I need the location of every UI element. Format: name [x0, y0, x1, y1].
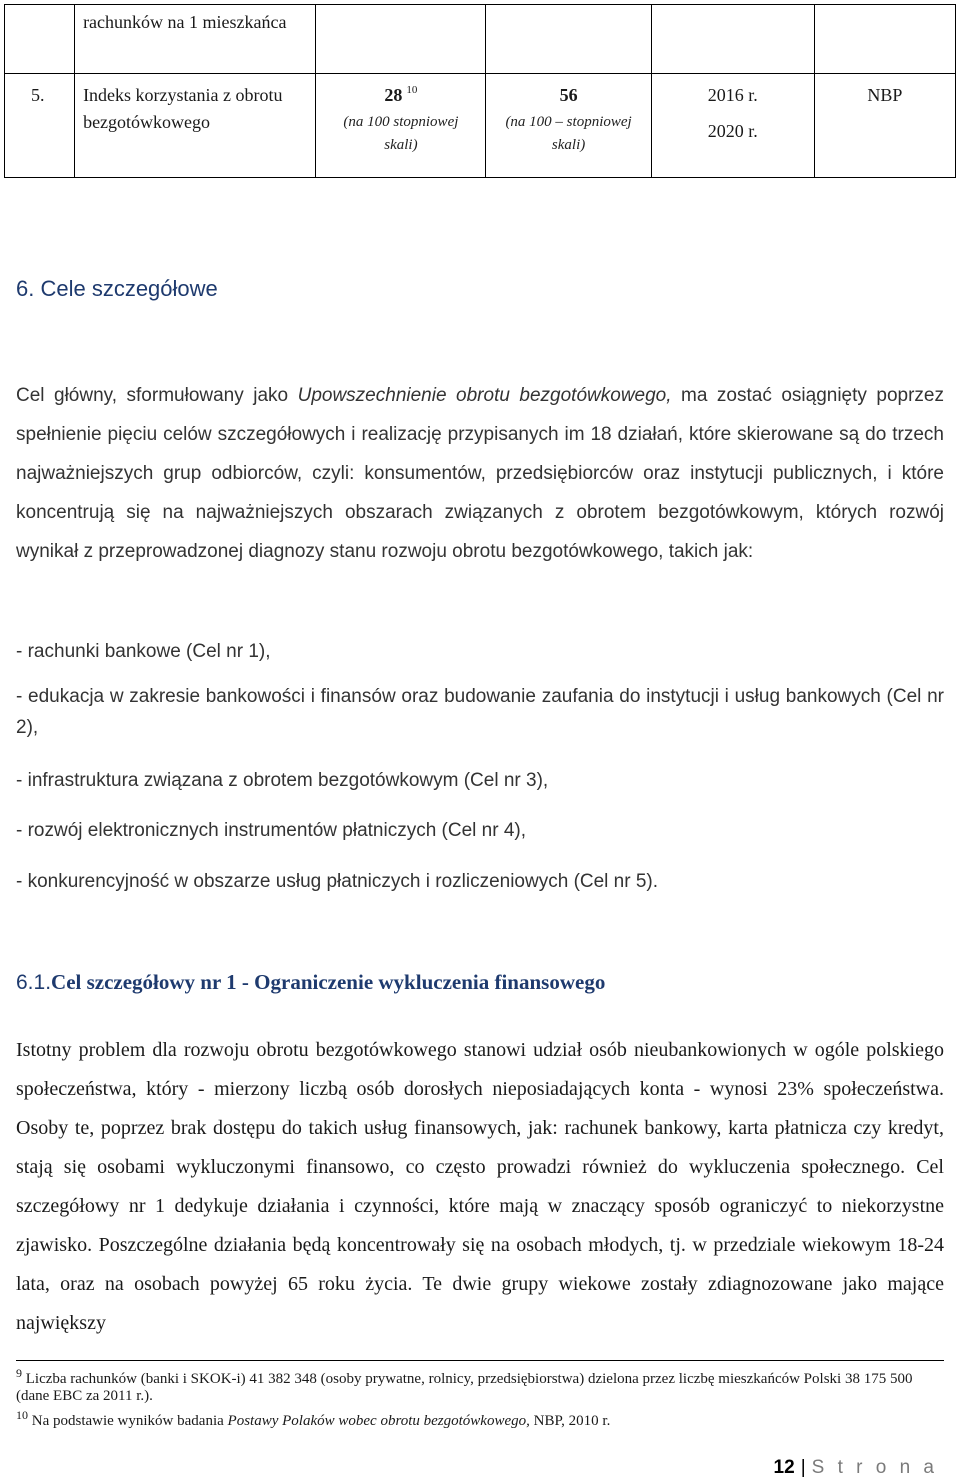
- list-item: - infrastruktura związana z obrotem bezgotówkowym (Cel nr 3),: [16, 770, 549, 791]
- subsection-paragraph: Istotny problem dla rozwoju obrotu bezgotówkowego stanowi udział osób nieubankowionych w ogóle polskiego społeczeństwa, który - mierzony liczbą osób dorosłych nieposiadających konta - wynosi 23% społeczeństwa. Osoby te, poprzez brak dostępu do takich usług finansowych, jak: rachunek bankowy, karta płatnicza czy kredyt, stają się osobami wykluczonymi finansowo, co często prowadzi również do wykluczenia społecznego. Cel szczegółowy nr 1 dedykuje działania i czynności, które mają w znaczący sposób ograniczyć to niekorzystne zjawisko. Poszczególne działania będą koncentrowały się na osobach młodych, tj. w przedziale wiekowym 18-24 lata, oraz na osobach powyżej 65 roku życia. Te dwie grupy wiekowe zostały zdiagnozowane jako mające największy: [16, 1039, 944, 1334]
- subsection-heading: 6.1.Cel szczegółowy nr 1 - Ograniczenie wykluczenia finansowego: [16, 970, 606, 994]
- list-item: - rozwój elektronicznych instrumentów płatniczych (Cel nr 4),: [16, 820, 527, 841]
- indicator-name: rachunków na 1 mieszkańca: [83, 12, 287, 32]
- indicators-table: [4, 4, 956, 178]
- page-number: 12 | S t r o n a: [773, 1457, 938, 1478]
- year-base: 2016 r.: [707, 85, 758, 105]
- table-row: [5, 5, 956, 74]
- indicator-name: Indeks korzystania z obrotu bezgotówkowego: [83, 85, 283, 132]
- row-number: 5.: [31, 85, 45, 105]
- section-heading: 6. Cele szczegółowe: [16, 276, 218, 301]
- year-target: 2020 r.: [707, 121, 758, 141]
- list-item: - rachunki bankowe (Cel nr 1),: [16, 641, 271, 662]
- base-value: 28: [384, 85, 403, 105]
- footnote-9: $^9$ Liczba rachunków (banki i SKOK-i) 41 382 348 (osoby prywatne, rolnicy, przedsiębiorstwa) dzielona przez liczbę mieszkańców Polski 38 175 500 (dane EBC za 2011 r.).: [16, 1366, 913, 1404]
- footnote-10: $^{10}$ Na podstawie wyników badania Postawy Polaków wobec obrotu bezgotówkowego, NBP, 2010 r.: [16, 1408, 611, 1429]
- footnote-divider: [16, 1360, 944, 1361]
- target-value: 56: [559, 85, 578, 105]
- table-row: [5, 74, 956, 178]
- list-item: - edukacja w zakresie bankowości i finansów oraz budowanie zaufania do instytucji i usług bankowych (Cel nr 2),: [16, 686, 944, 738]
- main-paragraph: Cel główny, sformułowany jako Upowszechnienie obrotu bezgotówkowego, ma zostać osiągnięty poprzez spełnienie pięciu celów szczegółowych i realizację przypisanych im 18 działań, które skierowane są do trzech najważniejszych grup odbiorców, czyli: konsumentów, przedsiębiorców oraz instytucji publicznych, i które koncentrują się na najważniejszych obszarach związanych z obrotem bezgotówkowym, których rozwój wynikał z przeprowadzonej diagnozy stanu rozwoju obrotu bezgotówkowego, takich jak:: [16, 385, 944, 562]
- target-note: (na 100 – stopniowej skali): [505, 114, 632, 153]
- data-source: NBP: [867, 85, 903, 105]
- emphasis-text: Upowszechnienie obrotu bezgotówkowego,: [297, 385, 672, 406]
- list-item: - konkurencyjność w obszarze usług płatniczych i rozliczeniowych (Cel nr 5).: [16, 871, 659, 892]
- footnote-ref: 10: [406, 84, 418, 96]
- base-note: (na 100 stopniowej skali): [343, 114, 459, 153]
